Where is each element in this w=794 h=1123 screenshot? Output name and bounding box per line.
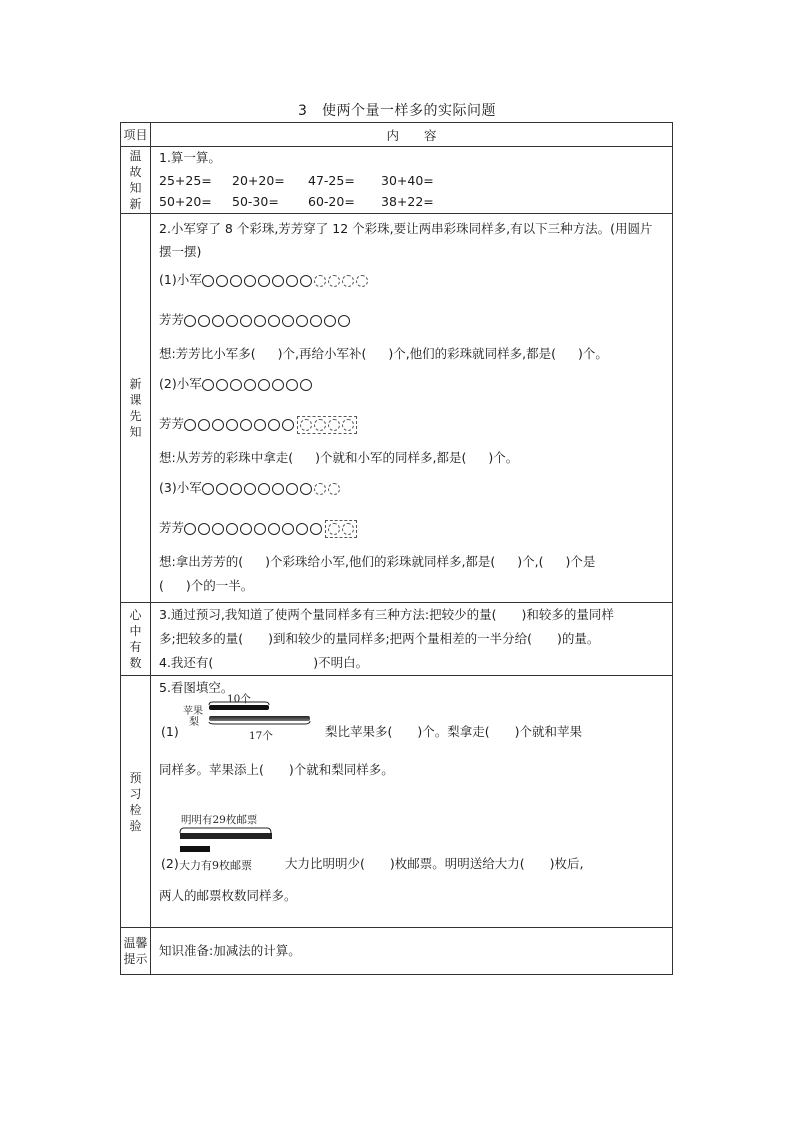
problem1-text: 梨比苹果多( )个。梨拿走( )个就和苹果: [325, 724, 583, 739]
dashed-bead-circle-icon: [314, 483, 326, 495]
math-item: 60-20=: [308, 194, 355, 209]
bead-circle-icon: [296, 315, 308, 327]
method2-fangfang-row: 芳芳: [159, 412, 664, 436]
method3-think-1: 想:拿出芳芳的( )个彩珠给小军,他们的彩珠就同样多,都是( )个,( )个是: [159, 554, 596, 569]
dashed-bead-circle-icon: [342, 523, 354, 535]
bead-circle-icon: [198, 419, 210, 431]
problem2-text-2: 两人的邮票枚数同样多。: [159, 888, 297, 903]
bead-circle-icon: [244, 483, 256, 495]
method3-fangfang-row: 芳芳: [159, 516, 664, 540]
bead-circle-icon: [244, 275, 256, 287]
mingming-bar: [180, 833, 272, 839]
method2-xiaojun-row: (2)小军: [159, 372, 664, 396]
bead-circle-icon: [212, 419, 224, 431]
bead-circle-icon: [202, 275, 214, 287]
bead-row: [202, 483, 340, 495]
bead-circle-icon: [272, 483, 284, 495]
problem1-row: [159, 693, 664, 752]
label-tishi: 温馨提示: [121, 928, 151, 975]
bead-row: [184, 416, 357, 434]
fig2-dali-label: 大力有9枚邮票: [179, 859, 252, 872]
bead-circle-icon: [296, 523, 308, 535]
fig1-apple-label: 苹果: [183, 706, 203, 717]
bead-circle-icon: [254, 523, 266, 535]
q5-text: 5.看图填空。: [159, 680, 234, 695]
moved-beads-box: [325, 520, 357, 538]
worksheet-table: [120, 122, 673, 975]
label-xinke: 新课先知: [121, 214, 151, 603]
bead-row: [184, 520, 357, 538]
label-wengu: 温故知新: [121, 147, 151, 214]
math-item: 47-25=: [308, 173, 355, 188]
bead-circle-icon: [268, 523, 280, 535]
bead-circle-icon: [202, 379, 214, 391]
bead-circle-icon: [282, 523, 294, 535]
bead-circle-icon: [324, 315, 336, 327]
bead-circle-icon: [300, 483, 312, 495]
section-xinke: [121, 214, 673, 603]
problem2-text: 大力比明明少( )枚邮票。明明送给大力( )枚后,: [285, 856, 584, 871]
math-row-2: [159, 191, 664, 212]
top-brace: [209, 702, 269, 705]
bead-row: [202, 379, 312, 391]
removed-beads-box: [297, 416, 357, 434]
bead-circle-icon: [282, 419, 294, 431]
bead-circle-icon: [230, 379, 242, 391]
bead-circle-icon: [286, 275, 298, 287]
content-yuxi: [151, 676, 673, 928]
bead-circle-icon: [216, 483, 228, 495]
bead-circle-icon: [258, 275, 270, 287]
dashed-bead-circle-icon: [314, 275, 326, 287]
bead-circle-icon: [226, 315, 238, 327]
math-item: 20+20=: [232, 173, 285, 188]
method1-fangfang-row: 芳芳: [159, 308, 664, 332]
bead-circle-icon: [286, 483, 298, 495]
content-tishi: [151, 928, 673, 975]
bead-circle-icon: [198, 315, 210, 327]
q4-text: 4.我还有( )不明白。: [159, 655, 369, 670]
dashed-bead-circle-icon: [356, 275, 368, 287]
math-item: 38+22=: [381, 194, 434, 209]
page-title: 3 使两个量一样多的实际问题: [298, 103, 496, 119]
bead-circle-icon: [310, 315, 322, 327]
bead-circle-icon: [212, 315, 224, 327]
bead-circle-icon: [230, 483, 242, 495]
bead-circle-icon: [226, 523, 238, 535]
dashed-bead-circle-icon: [328, 483, 340, 495]
bead-circle-icon: [240, 523, 252, 535]
bead-circle-icon: [184, 523, 196, 535]
dashed-bead-circle-icon: [314, 419, 326, 431]
bead-circle-icon: [230, 275, 242, 287]
bead-circle-icon: [240, 315, 252, 327]
fig1-pear-label: 梨: [189, 717, 199, 728]
bead-circle-icon: [286, 379, 298, 391]
problem1-number: (1): [161, 724, 179, 739]
bead-circle-icon: [226, 419, 238, 431]
bead-row: [184, 315, 350, 327]
math-item: 50+20=: [159, 194, 212, 209]
section-yuxi: [121, 676, 673, 928]
method2-think: 想:从芳芳的彩珠中拿走( )个就和小军的同样多,都是( )个。: [159, 450, 519, 465]
math-item: 25+25=: [159, 173, 212, 188]
q2-text: 2.小军穿了 8 个彩珠,芳芳穿了 12 个彩珠,要让两串彩珠同样多,有以下三种方法。(用圆片摆一摆): [159, 221, 653, 259]
bead-circle-icon: [268, 419, 280, 431]
dali-bar: [180, 846, 210, 852]
dashed-bead-circle-icon: [342, 275, 354, 287]
section-wengu: [121, 147, 673, 214]
bottom-brace: [209, 721, 310, 724]
bead-circle-icon: [338, 315, 350, 327]
header-row: [121, 123, 673, 147]
bead-circle-icon: [258, 483, 270, 495]
dashed-bead-circle-icon: [342, 419, 354, 431]
bead-circle-icon: [212, 523, 224, 535]
method3-xiaojun-row: (3)小军: [159, 476, 664, 500]
bead-circle-icon: [282, 315, 294, 327]
bead-circle-icon: [244, 379, 256, 391]
problem2-number: (2): [161, 856, 179, 871]
method1-think: 想:芳芳比小军多( )个,再给小军补( )个,他们的彩珠就同样多,都是( )个。: [159, 346, 608, 361]
bead-circle-icon: [198, 523, 210, 535]
bead-circle-icon: [240, 419, 252, 431]
bead-circle-icon: [272, 275, 284, 287]
bead-circle-icon: [258, 379, 270, 391]
bead-circle-icon: [216, 379, 228, 391]
header-item: 项目: [121, 123, 151, 147]
math-item: 30+40=: [381, 173, 434, 188]
problem2-row: [159, 784, 664, 880]
dashed-bead-circle-icon: [328, 523, 340, 535]
section-xinzhong: [121, 603, 673, 676]
bead-circle-icon: [272, 379, 284, 391]
problem1-text-2: 同样多。苹果添上( )个就和梨同样多。: [159, 762, 394, 777]
q3-line-1: 3.通过预习,我知道了使两个量同样多有三种方法:把较少的量( )和较多的量同样: [159, 607, 614, 622]
dashed-bead-circle-icon: [300, 419, 312, 431]
tip-text: 知识准备:加减法的计算。: [159, 943, 301, 958]
dashed-bead-circle-icon: [328, 419, 340, 431]
bead-circle-icon: [310, 523, 322, 535]
fig2-mingming-label: 明明有29枚邮票: [181, 814, 258, 826]
method1-xiaojun-row: (1)小军: [159, 268, 664, 292]
bead-circle-icon: [184, 419, 196, 431]
math-row-1: [159, 170, 664, 191]
bead-circle-icon: [254, 419, 266, 431]
bead-circle-icon: [184, 315, 196, 327]
method3-think-2: ( )个的一半。: [159, 578, 254, 593]
bead-circle-icon: [254, 315, 266, 327]
label-xinzhong: 心中有数: [121, 603, 151, 676]
bead-circle-icon: [202, 483, 214, 495]
fig1-braces: [207, 701, 313, 725]
bead-circle-icon: [216, 275, 228, 287]
fig1-bottom-label: 17个: [249, 730, 273, 742]
content-wengu: [151, 147, 673, 214]
bead-circle-icon: [268, 315, 280, 327]
q3-line-2: 多;把较多的量( )到和较少的量同样多;把两个量相差的一半分给( )的量。: [159, 631, 600, 646]
math-item: 50-30=: [232, 194, 279, 209]
bead-row: [202, 275, 368, 287]
label-yuxi: 预习检验: [121, 676, 151, 928]
content-xinke: [151, 214, 673, 603]
bead-circle-icon: [300, 275, 312, 287]
q1-text: 1.算一算。: [159, 150, 221, 165]
header-content: 内 容: [151, 123, 673, 147]
section-tishi: [121, 928, 673, 975]
content-xinzhong: [151, 603, 673, 676]
fig1-top-label: 10个: [227, 693, 251, 705]
dashed-bead-circle-icon: [328, 275, 340, 287]
bead-circle-icon: [300, 379, 312, 391]
